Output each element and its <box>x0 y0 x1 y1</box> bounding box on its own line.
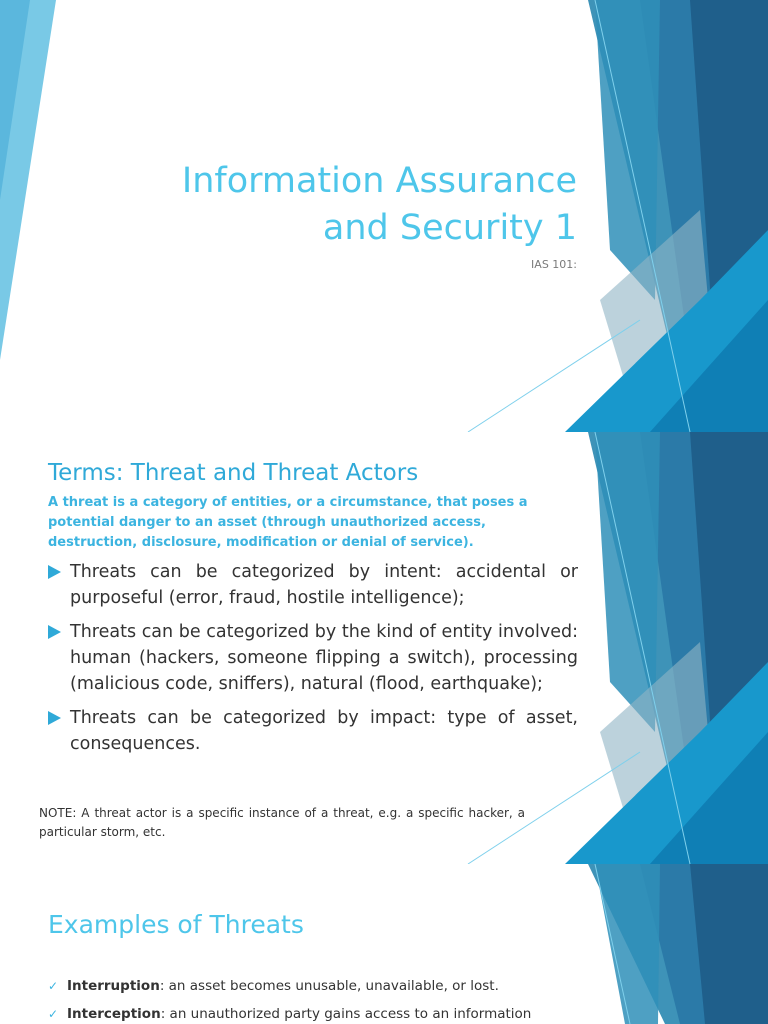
list-item <box>48 559 578 611</box>
slide-title: Examples of Threats <box>48 910 304 939</box>
title-line-1: Information Assurance <box>181 161 577 201</box>
examples-slide <box>0 864 768 1024</box>
triangle-right-icon <box>48 711 61 725</box>
triangle-right-icon <box>48 625 61 639</box>
terms-slide <box>0 432 768 864</box>
bullet-list <box>48 559 578 765</box>
threat-definition: A threat is a category of entities, or a circumstance, that poses a potential danger to an asset (through unauthorized access, destruction, disclosure, modification or denial of service). <box>48 495 528 550</box>
title-line-2: and Security 1 <box>322 208 577 248</box>
subtitle: IAS 101: <box>531 258 577 271</box>
list-item <box>48 619 578 697</box>
term: Interruption <box>67 978 160 994</box>
term: Interception <box>67 1006 161 1022</box>
definition: : an asset becomes unusable, unavailable, or lost. <box>159 978 499 994</box>
checkmark-icon: ✓ <box>48 1007 59 1021</box>
triangle-right-icon <box>48 565 61 579</box>
bullet-text: Threats can be categorized by the kind of entity involved: human (hackers, someone flipping a switch), processing (malicious code, sniffers), natural (flood, earthquake); <box>70 622 578 694</box>
title-slide <box>0 0 768 432</box>
definition: : an unauthorized party gains access to an information <box>160 1006 532 1022</box>
bullet-text: Threats can be categorized by intent: accidental or purposeful (error, fraud, hostile intelligence); <box>70 562 578 608</box>
slide-title: Terms: Threat and Threat Actors <box>48 460 419 486</box>
checkmark-icon: ✓ <box>48 979 59 993</box>
presentation-title <box>182 158 577 252</box>
note-text: NOTE: A threat actor is a specific instance of a threat, e.g. a specific hacker, a particular storm, etc. <box>39 806 525 839</box>
threat-examples-list <box>48 976 610 1024</box>
list-item <box>48 976 610 996</box>
list-item <box>48 705 578 757</box>
bullet-text: Threats can be categorized by impact: type of asset, consequences. <box>70 708 578 754</box>
list-item <box>48 1004 610 1024</box>
